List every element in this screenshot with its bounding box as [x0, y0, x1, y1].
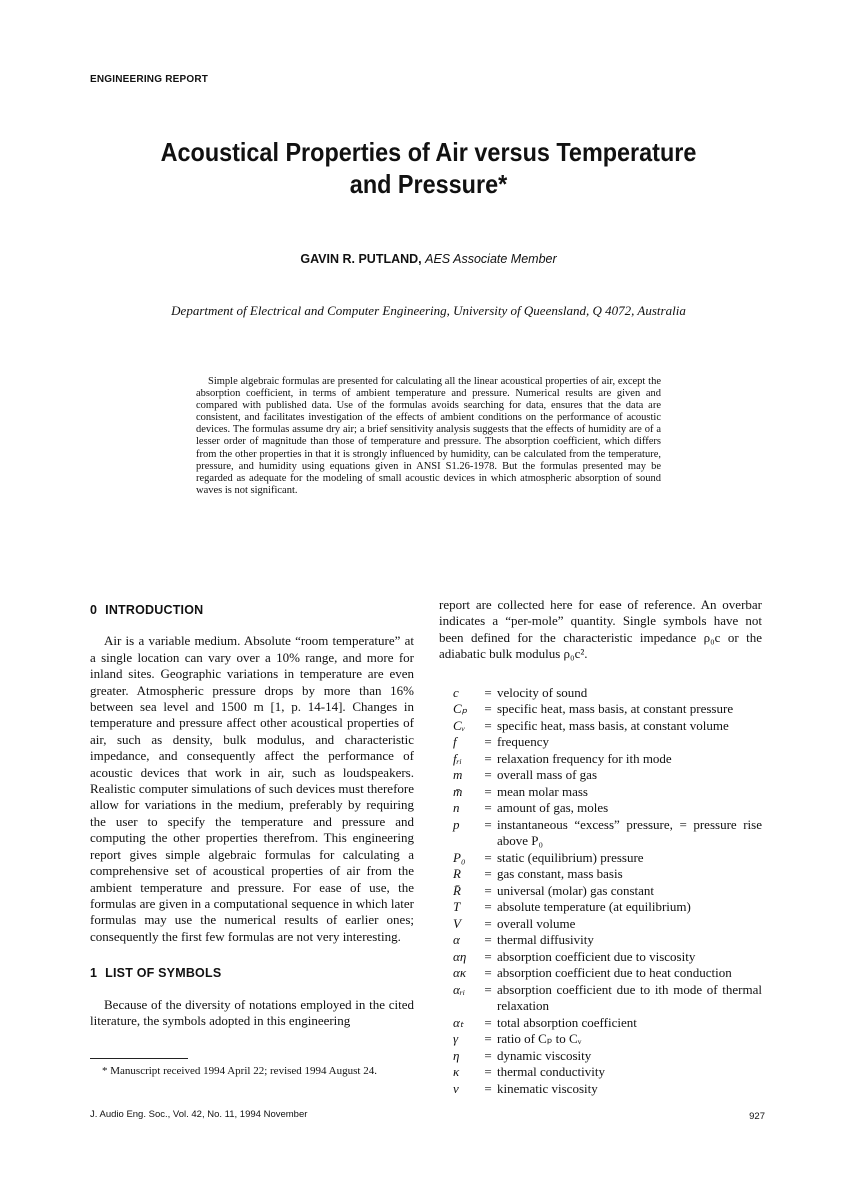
paper-title: [133, 136, 724, 200]
equals-sign: =: [484, 816, 492, 832]
footnote-divider: [90, 1058, 188, 1059]
symbol: αₜ: [453, 1014, 464, 1030]
symbol-entry: [439, 899, 762, 916]
symbol: αη: [453, 948, 467, 964]
section-number: 0: [90, 603, 98, 617]
symbol-list: [439, 685, 762, 1098]
symbol-entry: [439, 1015, 762, 1032]
symbol-entry: [439, 784, 762, 801]
symbol-entry: [439, 1064, 762, 1081]
symbol: η: [453, 1047, 460, 1063]
introduction-paragraph: Air is a variable medium. Absolute “room temperature” at a single location can vary over a 10% range, and more for inland sites. Geographic variations in temperature are even greater. Atmospheric pressure drops by more than 16% between sea level and 1500 m [1, p. 14-14]. Changes in temperature and pressure affect other acoustical properties of air, such as density, bulk modulus, and characteristic impedance, and consequently affect the performance of acoustic devices that work in air, such as loudspeakers. Realistic computer simulations of such devices must therefore allow for variations in the medium, preferably by requiring the user to specify the temperature and pressure and computing the other properties therefrom. This engineering report gives simple algebraic formulas for calculating a comprehensive set of acoustical properties of air from the ambient temperature and pressure. For ease of use, the formulas are given in a computational sequence in which later formulas may use the numerical results of earlier ones; consequently the first few formulas are not very interesting.: [90, 633, 414, 944]
symbol-definition: absorption coefficient due to ith mode of thermal relaxation: [497, 981, 762, 1014]
author-association: AES Associate Member: [425, 252, 557, 266]
symbol: T: [453, 899, 461, 915]
symbol: c: [453, 684, 459, 700]
symbol-entry: [439, 701, 762, 718]
report-section-label: ENGINEERING REPORT: [90, 74, 209, 85]
journal-citation: J. Audio Eng. Soc., Vol. 42, No. 11, 1994 November: [90, 1109, 308, 1120]
footnote: * Manuscript received 1994 April 22; revised 1994 August 24.: [102, 1065, 377, 1077]
equals-sign: =: [484, 981, 492, 997]
symbol-entry: [439, 866, 762, 883]
page-number: 927: [749, 1111, 765, 1122]
symbol-entry: [439, 734, 762, 751]
equals-sign: =: [484, 1080, 492, 1096]
symbol-entry: [439, 916, 762, 933]
section-heading-introduction: [90, 602, 414, 618]
equals-sign: =: [484, 932, 492, 948]
symbol-entry: [439, 767, 762, 784]
symbol: V: [453, 915, 461, 931]
equals-sign: =: [484, 965, 492, 981]
symbol-entry: [439, 1048, 762, 1065]
symbol: n: [453, 800, 460, 816]
symbol: p: [453, 816, 460, 832]
symbol-definition: absorption coefficient due to viscosity: [497, 948, 696, 964]
symbol: f: [453, 734, 457, 750]
symbol: κ: [453, 1064, 460, 1080]
symbol: fᵣᵢ: [453, 750, 462, 766]
section-title: INTRODUCTION: [105, 603, 204, 617]
symbol-entry: [439, 965, 762, 982]
symbol-definition: instantaneous “excess” pressure, = pressure rise above P₀: [497, 816, 762, 849]
symbols-intro-paragraph: Because of the diversity of notations employed in the cited literature, the symbols adopted in this engineering: [90, 996, 414, 1028]
symbol: R: [453, 866, 461, 882]
symbol-definition: overall volume: [497, 915, 576, 931]
equals-sign: =: [484, 849, 492, 865]
symbol-definition: absorption coefficient due to heat conduction: [497, 965, 732, 981]
equals-sign: =: [484, 684, 492, 700]
symbol-entry: [439, 932, 762, 949]
symbol: ακ: [453, 965, 467, 981]
symbol-entry: [439, 817, 762, 850]
symbol: α: [453, 932, 460, 948]
symbol-definition: universal (molar) gas constant: [497, 882, 655, 898]
title-line-1: Acoustical Properties of Air versus Temperature: [160, 137, 697, 167]
equals-sign: =: [484, 800, 492, 816]
equals-sign: =: [484, 915, 492, 931]
symbol-definition: overall mass of gas: [497, 767, 598, 783]
symbol-definition: thermal diffusivity: [497, 932, 594, 948]
symbol-definition: amount of gas, moles: [497, 800, 609, 816]
equals-sign: =: [484, 767, 492, 783]
equals-sign: =: [484, 1064, 492, 1080]
title-line-2: and Pressure*: [349, 169, 508, 199]
symbol: ν: [453, 1080, 459, 1096]
equals-sign: =: [484, 1031, 492, 1047]
left-column: [90, 602, 414, 1029]
equals-sign: =: [484, 899, 492, 915]
symbol-definition: gas constant, mass basis: [497, 866, 623, 882]
symbol-entry: [439, 1031, 762, 1048]
symbol-entry: [439, 982, 762, 1015]
symbol: m: [453, 767, 463, 783]
symbol-definition: specific heat, mass basis, at constant pressure: [497, 701, 734, 717]
symbol-definition: specific heat, mass basis, at constant volume: [497, 717, 729, 733]
author-name: GAVIN R. PUTLAND,: [300, 252, 422, 266]
equals-sign: =: [484, 783, 492, 799]
symbol-entry: [439, 883, 762, 900]
symbol-entry: [439, 718, 762, 735]
symbols-intro-continued: report are collected here for ease of reference. An overbar indicates a “per-mole” quantity. Single symbols have not been defined for the characteristic impedance ρ₀c or the adiabatic bulk modulus ρ₀c².: [439, 597, 762, 662]
equals-sign: =: [484, 701, 492, 717]
equals-sign: =: [484, 717, 492, 733]
equals-sign: =: [484, 882, 492, 898]
symbol-entry: [439, 751, 762, 768]
symbol: αᵣᵢ: [453, 981, 466, 997]
symbol-definition: thermal conductivity: [497, 1064, 605, 1080]
equals-sign: =: [484, 1047, 492, 1063]
symbol: m̄: [453, 783, 463, 799]
section-number: 1: [90, 966, 98, 981]
equals-sign: =: [484, 866, 492, 882]
right-column: [439, 597, 762, 1097]
section-heading-symbols: [90, 965, 414, 981]
symbol-definition: relaxation frequency for ith mode: [497, 750, 672, 766]
equals-sign: =: [484, 1014, 492, 1030]
symbol: Cᵥ: [453, 717, 466, 733]
equals-sign: =: [484, 948, 492, 964]
symbol-definition: static (equilibrium) pressure: [497, 849, 644, 865]
affiliation: Department of Electrical and Computer Engineering, University of Queensland, Q 4072, Australia: [171, 303, 686, 318]
symbol-definition: total absorption coefficient: [497, 1014, 637, 1030]
symbol-definition: dynamic viscosity: [497, 1047, 592, 1063]
section-title: LIST OF SYMBOLS: [105, 966, 222, 981]
symbol: R̄: [453, 882, 461, 898]
symbol-entry: [439, 949, 762, 966]
abstract: Simple algebraic formulas are presented for calculating all the linear acoustical properties of air, except the absorption coefficient, in terms of ambient temperature and pressure. Numerical results are given and compared with published data. Use of the formulas avoids searching for data, ensures that the data are consistent, and facilitates investigation of the effects of ambient conditions on the performance of acoustic devices. The formulas assume dry air; a brief sensitivity analysis suggests that the effects of humidity are of a lesser order of magnitude than those of temperature and pressure. The absorption coefficient, which differs from the other properties in that it is strongly influenced by humidity, can be calculated from the temperature, pressure, and humidity using equations given in ANSI S1.26-1978. But the formulas presented may be regarded as adequate for the modeling of small acoustic devices in which atmospheric absorption of sound waves is not significant.: [196, 376, 661, 496]
symbol-entry: [439, 800, 762, 817]
symbol: P₀: [453, 849, 466, 865]
equals-sign: =: [484, 734, 492, 750]
symbol-definition: ratio of Cₚ to Cᵥ: [497, 1031, 582, 1047]
symbol-entry: [439, 850, 762, 867]
symbol-definition: kinematic viscosity: [497, 1080, 598, 1096]
symbol-definition: absolute temperature (at equilibrium): [497, 899, 691, 915]
author-line: [100, 252, 757, 266]
symbol-entry: [439, 685, 762, 702]
equals-sign: =: [484, 750, 492, 766]
symbol-definition: frequency: [497, 734, 549, 750]
symbol-definition: mean molar mass: [497, 783, 588, 799]
symbol: γ: [453, 1031, 459, 1047]
symbol-entry: [439, 1081, 762, 1098]
symbol: Cₚ: [453, 701, 468, 717]
symbol-definition: velocity of sound: [497, 684, 588, 700]
